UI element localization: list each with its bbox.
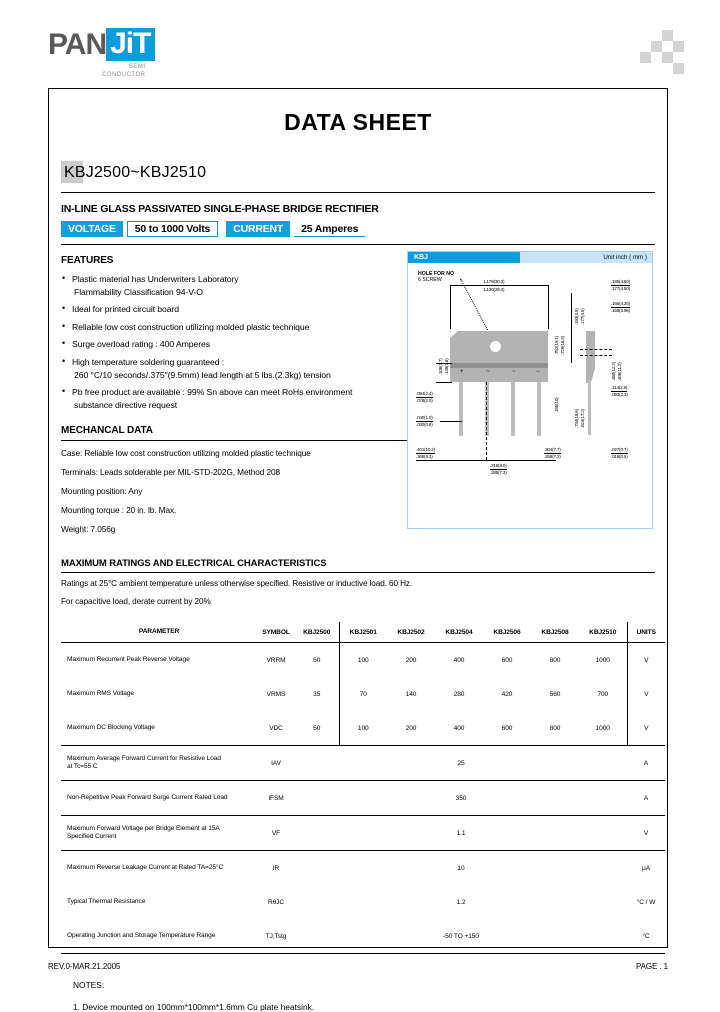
logo-subtitle-line2: CONDUCTOR [102, 72, 146, 79]
package-drawing-column [407, 245, 655, 542]
feature-line-2: 260 °C/10 seconds/.375"(9.5mm) lead length at 5 lbs.(2.3kg) tension [74, 369, 331, 380]
list-item [61, 303, 407, 316]
product-subtitle: IN-LINE GLASS PASSIVATED SINGLE-PHASE BRIDGE RECTIFIER [61, 203, 379, 215]
specifications-table [61, 622, 665, 954]
row-value: 35 [295, 677, 339, 711]
row-units: A [627, 781, 665, 816]
dim-right-bot-a: .027(0.7) [611, 447, 628, 454]
notes-section [73, 980, 655, 1012]
row-value: 100 [339, 711, 387, 746]
part-number-block [61, 162, 667, 186]
row-symbol: TJ,Tstg [257, 919, 295, 954]
dim-center-vert-b: .177(4.5) [580, 308, 585, 325]
voltage-badge-label: VOLTAGE [61, 221, 123, 237]
row-units: °C [627, 919, 665, 954]
part-number: KBJ2500~KBJ2510 [64, 164, 207, 181]
dim-side-vert-a: .734(18.6) [574, 409, 579, 428]
row-units: V [644, 656, 649, 664]
col-parameter: PARAMETER [61, 622, 257, 643]
row-parameter: Maximum Recurrent Peak Reverse Voltage [67, 655, 190, 663]
dim-bottom-mid-a: .315(8.0) [490, 463, 507, 470]
dim-bottom-left-b: .365(9.3) [416, 454, 433, 459]
unit-label: Unit inch ( mm ) [520, 252, 652, 263]
feature-line-2: substance directive request [74, 399, 178, 410]
lead-side [588, 381, 591, 435]
dim-bottom-right-a: .304(7.7) [544, 447, 561, 454]
dim-lead-t-a: .040(1.0) [416, 415, 433, 422]
list-item: Terminals: Leads solderable per MIL-STD-202G, Method 208 [61, 467, 280, 478]
row-value: 420 [501, 690, 513, 698]
dim-left-height-a: .106(2.7) [438, 358, 443, 375]
col-units: UNITS [627, 622, 665, 643]
dim-right-mid-b: .406(11.2) [617, 362, 622, 381]
features-list [61, 273, 407, 411]
col-kbj2510: KBJ2510 [579, 622, 627, 643]
col-kbj2504: KBJ2504 [435, 622, 483, 643]
revision-text: REV.0-MAR.21.2005 [48, 962, 121, 971]
features-column [61, 245, 407, 542]
dim-lead-w-b: .078(2.0) [416, 398, 433, 403]
row-symbol: VDC [257, 711, 295, 746]
logo-text-pan: PAN [48, 27, 107, 61]
ratings-section [61, 558, 655, 606]
row-value: 1.2 [456, 898, 466, 906]
row-value: 560 [549, 690, 561, 698]
current-badge-label: CURRENT [226, 221, 290, 237]
hole-callout-line1: HOLE FOR NO [418, 271, 455, 277]
row-units: V [627, 816, 665, 851]
row-units: V [644, 690, 649, 698]
row-parameter-line1: Maximum Average Forward Current for Resistive Load [67, 754, 221, 762]
row-value: 280 [453, 690, 465, 698]
row-symbol: IAV [257, 746, 295, 781]
dim-side-vert-b: .624(17.2) [580, 409, 585, 428]
mechanical-data-list [61, 448, 407, 534]
dim-top-width-b: 1.130(29.4) [483, 287, 505, 292]
ratings-note-2: For capacitive load, derate current by 20% [61, 597, 211, 607]
row-value: 1000 [579, 643, 627, 678]
hole-callout-line2: 6 SCREW [418, 277, 442, 283]
table-header-row [61, 622, 665, 643]
divider-top [61, 192, 655, 193]
row-value: 1000 [579, 711, 627, 746]
package-body-lower [450, 368, 548, 382]
ratings-title: MAXIMUM RATINGS AND ELECTRICAL CHARACTERISTICS [61, 558, 327, 570]
badge-spacer [218, 221, 226, 237]
rating-badges [61, 221, 655, 237]
list-item [61, 338, 407, 351]
list-item [61, 356, 407, 381]
col-kbj2501: KBJ2501 [339, 622, 387, 643]
row-symbol: RθJC [267, 898, 285, 906]
page-title: DATA SHEET [284, 109, 432, 135]
row-symbol: VRRM [266, 656, 286, 664]
ratings-note-1: Ratings at 25°C ambient temperature unless otherwise specified. Resistive or inductive load. 60 Hz. [61, 579, 413, 589]
drawing-canvas [408, 263, 652, 529]
lead-4 [537, 382, 541, 436]
row-parameter: Maximum DC Blocking Voltage [61, 711, 257, 746]
row-value: 700 [579, 677, 627, 711]
notes-item: 1. Device mounted on 100mm*100mm*1.6mm Cu plate heatsink. [73, 1002, 315, 1012]
row-value: 600 [501, 656, 513, 664]
list-item: Mounting position: Any [61, 486, 143, 497]
centerline-vertical [486, 382, 487, 460]
row-value: 200 [405, 656, 417, 664]
row-value: 200 [387, 711, 435, 746]
table-row [61, 746, 665, 781]
feature-line-1: High temperature soldering guaranteed : [72, 357, 225, 368]
feature-line-1: Pb free product are available : 99% Sn above can meet RoHs environment [72, 387, 353, 398]
row-symbol: VF [257, 816, 295, 851]
drawing-header [408, 252, 652, 263]
row-parameter [61, 816, 257, 851]
row-value: 400 [435, 711, 483, 746]
dim-bottom-right-b: .258(7.3) [544, 454, 561, 459]
lead-1 [459, 382, 463, 436]
row-parameter: Typical Thermal Resistance [67, 897, 146, 905]
row-value: 50 [295, 643, 339, 678]
row-parameter-line1: Maximum Forward Voltage per Bridge Element at 15A [67, 824, 220, 832]
dim-right-low-b: .093(2.3) [611, 392, 628, 397]
divider-mechanical [61, 440, 407, 441]
page-number: PAGE . 1 [636, 962, 668, 971]
table-row [61, 919, 665, 954]
voltage-badge-value: 50 to 1000 Volts [127, 221, 218, 237]
row-parameter [61, 746, 257, 781]
feature-line-1: Plastic material has Underwriters Laboratory [72, 274, 239, 284]
row-value: 1.1 [295, 816, 627, 851]
col-kbj2502: KBJ2502 [387, 622, 435, 643]
row-value: 400 [453, 656, 465, 664]
row-value: 25 [295, 746, 627, 781]
table-row [61, 885, 665, 919]
dim-top-width-a: 1.179(30.3) [483, 279, 504, 286]
ext-line-left-1 [436, 363, 452, 364]
notes-title: NOTES: [73, 980, 105, 991]
row-parameter: Operating Junction and Storage Temperature Range [61, 919, 257, 954]
mounting-hole [490, 341, 501, 352]
dim-bottom-mid-b: .285(7.3) [490, 470, 507, 475]
col-kbj2506: KBJ2506 [483, 622, 531, 643]
pin-symbol-plus: + [460, 369, 464, 375]
row-parameter-line2: Specified Current [67, 833, 117, 841]
row-units: °C / W [636, 898, 656, 906]
row-value: 800 [531, 711, 579, 746]
table-row [61, 851, 665, 886]
features-title: FEATURES [61, 255, 114, 266]
row-parameter-line2: at Tc=55 C [67, 763, 98, 771]
row-parameter: Non-Repetitive Peak Forward Surge Current Rated Load [61, 781, 257, 816]
dim-mid-vert-a: .752(19.1) [554, 336, 559, 355]
row-value: 50 [295, 711, 339, 746]
pin-symbol-minus: − [536, 369, 540, 375]
list-item [61, 321, 407, 334]
table-row [61, 643, 665, 678]
dim-mid-vert-b: .725(18.4) [560, 336, 565, 355]
company-logo [48, 28, 155, 79]
dim-lead-length: .185(10) [554, 397, 559, 413]
dim-right-top-b: .177(4.50) [611, 286, 630, 291]
feature-line-1: Ideal for printed circuit board [72, 304, 179, 315]
dim-right-bot-b: .019(0.5) [611, 454, 628, 459]
side-centerline-1 [580, 349, 612, 350]
row-symbol: IR [272, 864, 280, 872]
lead-3 [511, 382, 515, 436]
row-value: -50 TO +150 [295, 919, 627, 954]
current-badge-value: 25 Amperes [294, 221, 365, 237]
ext-line-left-2 [436, 382, 452, 383]
logo-text-jit: JiT [106, 28, 155, 61]
table-row [61, 781, 665, 816]
decorative-squares [640, 30, 698, 74]
dim-lead-t-b: .030(0.8) [416, 422, 433, 427]
row-symbol: VRMS [266, 690, 286, 698]
ext-line-top-left [450, 285, 451, 329]
dim-left-height-b: .149(3.8) [444, 358, 449, 375]
feature-line-1: Surge overload rating : 400 Amperes [72, 339, 210, 350]
row-symbol: IFSM [257, 781, 295, 816]
ext-line-lead [440, 421, 462, 422]
dim-lead-w-a: .094(2.4) [416, 391, 433, 398]
list-item: Weight: 7.056g [61, 523, 116, 534]
side-centerline-2 [580, 355, 612, 356]
feature-line-1: Reliable low cost construction utilizing molded plastic technique [72, 321, 310, 332]
col-kbj2508: KBJ2508 [531, 622, 579, 643]
dim-center-vert-a: .193(4.9) [574, 308, 579, 325]
row-units: V [627, 711, 665, 746]
row-units: A [627, 746, 665, 781]
pin-symbol-ac2: ~ [512, 369, 516, 375]
col-symbol: SYMBOL [257, 622, 295, 643]
row-value: 10 [457, 864, 465, 872]
col-kbj2500: KBJ2500 [295, 622, 339, 643]
table-row [61, 677, 665, 711]
page-footer [48, 962, 668, 971]
dim-line-top [450, 285, 548, 286]
row-value: 350 [295, 781, 627, 816]
dim-right-top-d: .156(3.96) [611, 308, 630, 313]
row-value: 140 [405, 690, 417, 698]
row-parameter: Maximum Reverse Leakage Current at Rated TA=25°C [67, 863, 224, 871]
list-item [61, 386, 407, 411]
dim-right-low-a: .114(2.9) [611, 385, 627, 392]
row-parameter: Maximum RMS Voltage [67, 689, 134, 697]
divider-ratings [61, 572, 655, 573]
package-body-side [586, 331, 595, 383]
content-columns [61, 245, 655, 542]
list-item: Mounting torque : 20 in. lb. Max. [61, 504, 177, 515]
pin-symbol-ac1: ~ [486, 369, 490, 375]
mechanical-data-section [61, 425, 407, 534]
ext-line-center [571, 293, 572, 363]
list-item [61, 273, 407, 298]
dim-right-mid-a: .480(12.2) [611, 362, 616, 381]
package-drawing-panel [407, 251, 653, 529]
dim-right-top-c: .166(4.26) [611, 301, 630, 308]
row-value: 100 [357, 656, 369, 664]
dim-line-bottom [416, 460, 556, 461]
row-value: 600 [483, 711, 531, 746]
table-row [61, 711, 665, 746]
mechanical-data-title: MECHANCAL DATA [61, 425, 153, 437]
dim-bottom-left-a: .401(10.2) [416, 447, 435, 454]
dim-right-top-a: .185(4.50) [611, 279, 630, 286]
row-value: 800 [549, 656, 561, 664]
package-label: KBJ [408, 252, 520, 263]
logo-subtitle-line1: SEMI [128, 64, 146, 70]
row-units: μA [642, 864, 650, 872]
feature-line-2: Flammability Classification 94-V-O [74, 286, 203, 297]
row-value: 70 [359, 690, 367, 698]
ext-line-top-right [548, 285, 549, 329]
list-item: Case: Reliable low cost construction utilizing molded plastic technique [61, 448, 311, 459]
table-row [61, 816, 665, 851]
